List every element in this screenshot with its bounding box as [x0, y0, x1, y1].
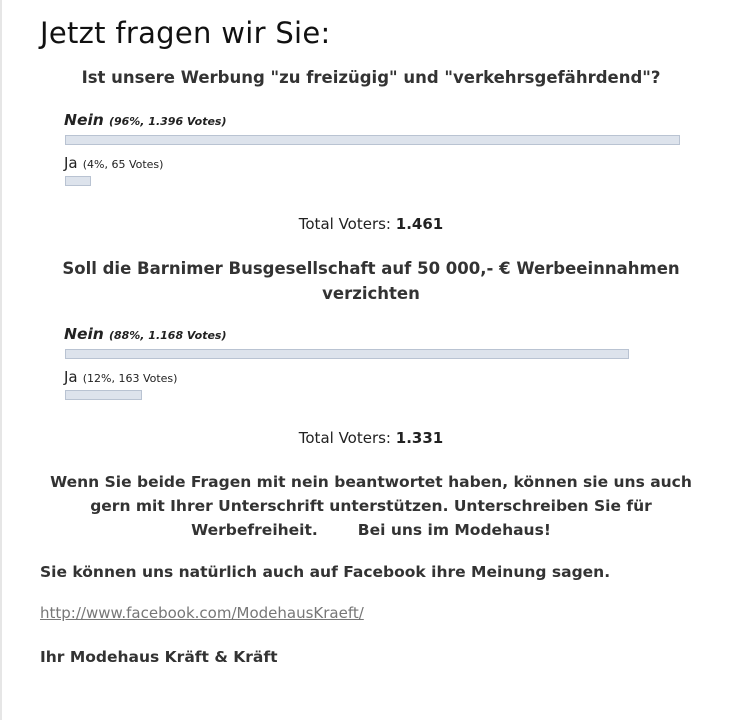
poll1-answer-ja	[64, 153, 163, 172]
poll2-answer-nein-label: Nein	[64, 325, 104, 343]
poll2-question: Soll die Barnimer Busgesellschaft auf 50 000,- € Werbeeinnahmen verzichten	[62, 259, 680, 303]
poll1-bar-track-nein	[65, 135, 680, 145]
support-note-tail: Bei uns im Modehaus!	[357, 521, 551, 539]
poll2-answer-ja	[64, 367, 177, 386]
poll1-answer-ja-meta: (4%, 65 Votes)	[82, 158, 164, 171]
poll1-answer-nein	[64, 110, 227, 129]
poll1-bar-ja	[65, 176, 91, 186]
poll2-answer-nein-meta: (88%, 1.168 Votes)	[108, 329, 227, 342]
poll1-bar-track-ja	[65, 176, 680, 186]
support-note	[40, 470, 702, 542]
poll2-answer-ja-meta: (12%, 163 Votes)	[82, 372, 178, 385]
poll1-bar-nein	[65, 135, 680, 145]
poll1-answer-ja-label: Ja	[64, 154, 78, 172]
poll2-total-value: 1.331	[395, 429, 444, 447]
poll2-answer-nein	[64, 324, 227, 343]
poll2-bar-track-ja	[65, 390, 680, 400]
poll2-answer-ja-label: Ja	[64, 368, 78, 386]
poll2-bar-track-nein	[65, 349, 680, 359]
poll1-total-value: 1.461	[395, 215, 444, 233]
signature: Ihr Modehaus Kräft & Kräft	[40, 648, 278, 666]
facebook-link[interactable]: http://www.facebook.com/ModehausKraeft/	[40, 604, 364, 622]
poll2-bar-ja	[65, 390, 142, 400]
facebook-text: Sie können uns natürlich auch auf Facebook ihre Meinung sagen.	[40, 563, 611, 581]
poll1-total	[0, 215, 738, 233]
support-note-text: Wenn Sie beide Fragen mit nein beantwortet haben, können sie uns auch gern mit Ihrer Unterschrift unterstützen. Unterschreiben Sie für Werbefreiheit.	[50, 473, 692, 539]
poll1-answer-nein-label: Nein	[64, 111, 104, 129]
poll2-total-label: Total Voters:	[298, 429, 391, 447]
poll1-question: Ist unsere Werbung "zu freizügig" und "verkehrsgefährdend"?	[81, 68, 661, 87]
poll1-total-label: Total Voters:	[298, 215, 391, 233]
poll2-total	[0, 429, 738, 447]
page-heading: Jetzt fragen wir Sie:	[40, 16, 331, 50]
poll2-bar-nein	[65, 349, 629, 359]
poll1-answer-nein-meta: (96%, 1.396 Votes)	[108, 115, 227, 128]
